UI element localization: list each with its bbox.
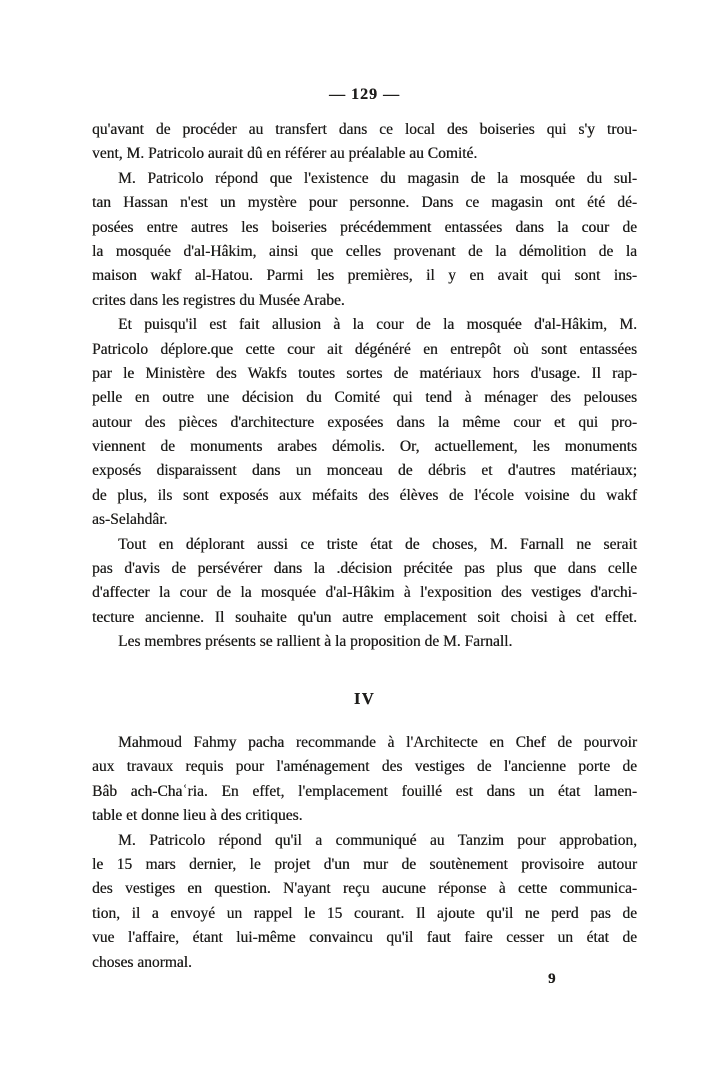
text-line: viennent de monuments arabes démolis. Or, actuellement, les monuments bbox=[92, 438, 637, 456]
text-line: aux travaux requis pour l'aménagement des vestiges de l'ancienne porte de bbox=[92, 758, 637, 776]
text-line: M. Patricolo répond que l'existence du magasin de la mosquée du sul- bbox=[118, 169, 637, 187]
paragraph bbox=[92, 533, 637, 631]
text-line: la mosquée d'al-Hâkim, ainsi que celles provenant de la démolition de la bbox=[92, 242, 637, 260]
text-line: posées entre autres les boiseries précédemment entassées dans la cour de bbox=[92, 218, 637, 236]
text-line: tan Hassan n'est un mystère pour personne. Dans ce magasin ont été dé- bbox=[92, 194, 637, 212]
text-line: Bâb ach-Chaʿria. En effet, l'emplacement fouillé est dans un état lamen- bbox=[92, 782, 637, 800]
paragraph bbox=[92, 630, 637, 654]
page-number-header: — 129 — bbox=[329, 86, 400, 103]
text-line: Patricolo déplore.que cette cour ait dégénéré en entrepôt où sont entassées bbox=[92, 340, 637, 358]
text-line: tecture ancienne. Il souhaite qu'un autre emplacement soit choisi à cet effet. bbox=[92, 608, 637, 626]
text-line: Tout en déplorant aussi ce triste état de choses, M. Farnall ne serait bbox=[118, 535, 637, 553]
text-line: par le Ministère des Wakfs toutes sortes de matériaux hors d'usage. Il rap- bbox=[92, 364, 637, 382]
text-line: M. Patricolo répond qu'il a communiqué au Tanzim pour approbation, bbox=[118, 831, 637, 849]
text-block bbox=[92, 118, 637, 975]
text-line: Les membres présents se rallient à la proposition de M. Farnall. bbox=[118, 633, 513, 651]
text-line: vue l'affaire, étant lui-même convaincu qu'il faut faire cesser un état de bbox=[92, 929, 637, 947]
paragraph bbox=[92, 313, 637, 533]
text-line: choses anormal. bbox=[92, 953, 192, 971]
text-line: as-Selahdâr. bbox=[92, 511, 168, 529]
text-line: qu'avant de procéder au transfert dans ce local des boiseries qui s'y trou- bbox=[92, 121, 637, 138]
text-line: pas d'avis de persévérer dans la .décision précitée pas plus que dans celle bbox=[92, 560, 637, 578]
paragraph bbox=[92, 829, 637, 975]
signature-mark: 9 bbox=[548, 971, 556, 987]
text-line: tion, il a envoyé un rappel le 15 courant. Il ajoute qu'il ne perd pas de bbox=[92, 904, 637, 922]
paragraph bbox=[92, 118, 637, 167]
text-line: pelle en outre une décision du Comité qui tend à ménager des pelouses bbox=[92, 389, 637, 407]
text-line: autour des pièces d'architecture exposées dans la même cour et qui pro- bbox=[92, 413, 637, 431]
paragraph bbox=[92, 167, 637, 313]
text-line: Mahmoud Fahmy pacha recommande à l'Architecte en Chef de pourvoir bbox=[118, 733, 637, 751]
text-line: de plus, ils sont exposés aux méfaits des élèves de l'école voisine du wakf bbox=[92, 486, 637, 504]
paragraph bbox=[92, 731, 637, 829]
text-line: maison wakf al-Hatou. Parmi les premières, il y en avait qui sont ins- bbox=[92, 267, 637, 285]
text-line: d'affecter la cour de la mosquée d'al-Hâkim à l'exposition des vestiges d'archi- bbox=[92, 584, 637, 602]
text-line: des vestiges en question. N'ayant reçu aucune réponse à cette communica- bbox=[92, 880, 637, 898]
text-line: le 15 mars dernier, le projet d'un mur de soutènement provisoire autour bbox=[92, 855, 637, 873]
text-line: table et donne lieu à des critiques. bbox=[92, 807, 303, 825]
text-line: Et puisqu'il est fait allusion à la cour de la mosquée d'al-Hâkim, M. bbox=[118, 316, 637, 334]
text-line: exposés disparaissent dans un monceau de débris et d'autres matériaux; bbox=[92, 462, 637, 480]
text-line: crites dans les registres du Musée Arabe. bbox=[92, 291, 345, 309]
text-line: vent, M. Patricolo aurait dû en référer au préalable au Comité. bbox=[92, 145, 478, 163]
section-heading: IV bbox=[353, 688, 376, 708]
